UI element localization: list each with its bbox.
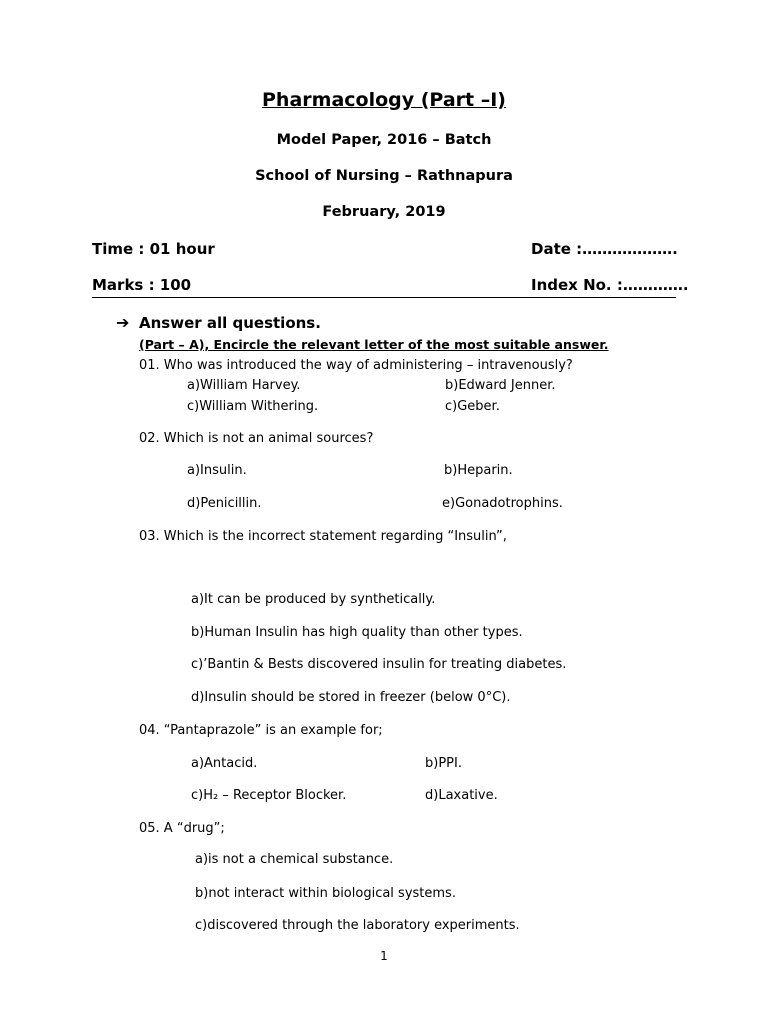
q5-option-a: a)is not a chemical substance. — [195, 852, 394, 867]
question-2: 02. Which is not an animal sources? — [139, 431, 374, 446]
q2-option-d: e)Gonadotrophins. — [442, 496, 563, 511]
q2-option-a: a)Insulin. — [187, 463, 247, 478]
q5-option-b: b)not interact within biological systems. — [195, 886, 456, 901]
q1-option-d: c)Geber. — [445, 399, 500, 414]
page-number: 1 — [380, 949, 388, 963]
q4-option-b: b)PPI. — [425, 756, 462, 771]
question-3: 03. Which is the incorrect statement regarding “Insulin”, — [139, 529, 507, 544]
marks-label: Marks : 100 — [92, 276, 192, 294]
question-1: 01. Who was introduced the way of administering – intravenously? — [139, 358, 573, 373]
q2-option-c: d)Penicillin. — [187, 496, 262, 511]
instruction-heading: Answer all questions. — [139, 314, 321, 332]
q4-option-c: c)H₂ – Receptor Blocker. — [191, 788, 347, 803]
date-field: Date :………………. — [531, 240, 678, 258]
time-label: Time : 01 hour — [92, 240, 215, 258]
q2-option-b: b)Heparin. — [444, 463, 513, 478]
q3-option-c: c)’Bantin & Bests discovered insulin for treating diabetes. — [191, 657, 567, 672]
question-4: 04. “Pantaprazole” is an example for; — [139, 723, 383, 738]
q5-option-c: c)discovered through the laboratory experiments. — [195, 918, 520, 933]
index-field: Index No. :…………. — [531, 276, 689, 294]
q1-option-c: c)William Withering. — [187, 399, 319, 414]
q1-option-a: a)William Harvey. — [187, 378, 301, 393]
question-5: 05. A “drug”; — [139, 821, 225, 836]
part-a-instruction: (Part – A), Encircle the relevant letter of the most suitable answer. — [139, 337, 609, 352]
school-name: School of Nursing – Rathnapura — [255, 168, 513, 184]
q1-option-b: b)Edward Jenner. — [445, 378, 556, 393]
bullet-arrow-icon: ➔ — [116, 313, 130, 332]
q3-option-d: d)Insulin should be stored in freezer (below 0°C). — [191, 690, 511, 705]
page-title: Pharmacology (Part –I) — [262, 89, 506, 111]
exam-date: February, 2019 — [322, 204, 446, 220]
q3-option-a: a)It can be produced by synthetically. — [191, 592, 436, 607]
paper-subtitle: Model Paper, 2016 – Batch — [276, 132, 492, 148]
q4-option-a: a)Antacid. — [191, 756, 258, 771]
q4-option-d: d)Laxative. — [425, 788, 498, 803]
header-divider — [92, 297, 676, 298]
q3-option-b: b)Human Insulin has high quality than other types. — [191, 625, 523, 640]
